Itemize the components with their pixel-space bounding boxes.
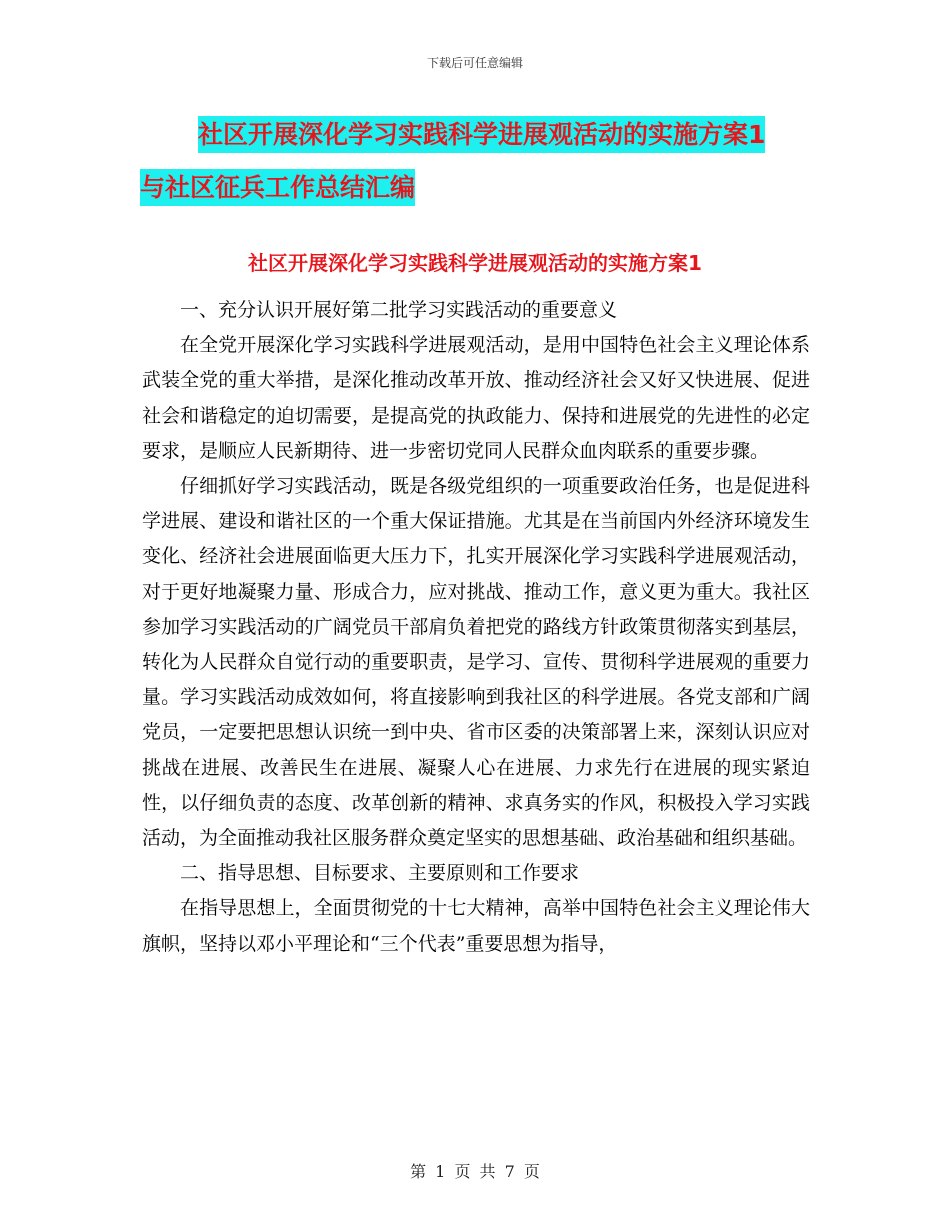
paragraph-heading-2: 二、指导思想、目标要求、主要原则和工作要求 <box>180 862 580 885</box>
paragraph-heading-1: 一、充分认识开展好第二批学习实践活动的重要意义 <box>180 299 618 321</box>
title-line-1: 社区开展深化学习实践科学进展观活动的实施方案1 <box>198 116 765 153</box>
title-line-2: 与社区征兵工作总结汇编 <box>140 169 415 206</box>
paragraph: 仔细抓好学习实践活动，既是各级党组织的一项重要政治任务，也是促进科学进展、建设和谐社区的一个重大保证措施。尤其是在当前国内外经济环境发生变化、经济社会进展面临更大压力下，扎实开展深化学习实践科学进展观活动，对于更好地凝聚力量、形成合力，应对挑战、推动工作，意义更为重大。我社区参加学习实践活动的广阔党员干部肩负着把党的路线方针政策贯彻落实到基层，转化为人民群众自觉行动的重要职责，是学习、宣传、贯彻科学进展观的重要力量。学习实践活动成效如何，将直接影响到我社区的科学进展。各党支部和广阔党员，一定要把思想认识统一到中央、省市区委的决策部署上来，深刻认识应对挑战在进展、改善民生在进展、凝聚人心在进展、力求先行在进展的现实紧迫性，以仔细负责的态度、改革创新的精神、求真务实的作风，积极投入学习实践活动，为全面推动我社区服务群众奠定坚实的思想基础、政治基础和组织基础。 <box>142 475 810 850</box>
section-title: 社区开展深化学习实践科学进展观活动的实施方案1 <box>248 251 702 275</box>
document-body <box>142 293 810 962</box>
page-footer: 第 1 页 共 7 页 <box>410 1162 540 1181</box>
document-title <box>140 108 810 214</box>
paragraph: 在全党开展深化学习实践科学进展观活动，是用中国特色社会主义理论体系武装全党的重大举措，是深化推动改革开放、推动经济社会又好又快进展、促进社会和谐稳定的迫切需要，是提高党的执政能力、保持和进展党的先进性的必定要求，是顺应人民新期待、进一步密切党同人民群众血肉联系的重要步骤。 <box>142 334 810 462</box>
header-note: 下载后可任意编辑 <box>426 56 523 70</box>
paragraph: 在指导思想上，全面贯彻党的十七大精神，高举中国特色社会主义理论伟大旗帜，坚持以邓小平理论和“三个代表”重要思想为指导， <box>142 897 810 955</box>
